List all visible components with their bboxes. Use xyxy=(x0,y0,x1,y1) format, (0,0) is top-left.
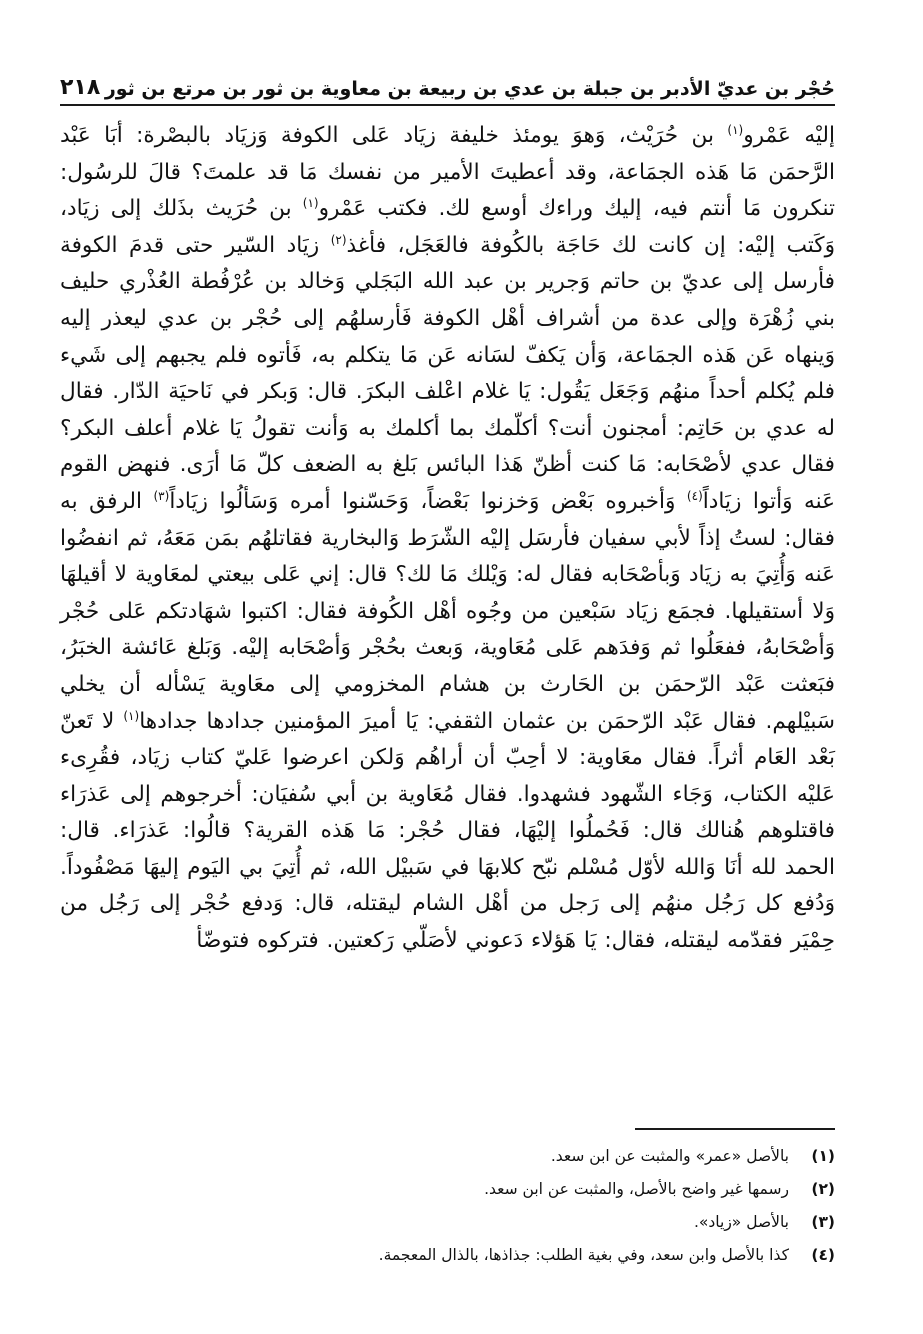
footnote-separator xyxy=(635,1128,835,1130)
text-segment: الرفق به فقال: لستُ إذاً لأبي سفيان فأرسَل إليْه الشّرَط وَالبخارية فقاتلهُم بمَن مَعَهُ، ثم انفضُوا عَنه وَأُتِيَ به زيَاد وَبأصْحَابه فقال له: وَيْلك مَا لك؟ قال: إني عَلى بيعتي لمعَاوية لا أقيلهَا وَلا أستقيلها. فجمَع زيَاد سَبْعين من وجُوه أهْل الكُوفة فقال: اكتبوا شهَادتكم عَلى حُجْر وَأصْحَابهُ، ففعَلُوا ثم وَفدَهم عَلى مُعَاوية، وَبعث بحُجْر وَأصْحَابه إليْه. وَبَلغ عَائشة الخبَرُ، فبَعثت عَبْد الرّحمَن بن الحَارث بن هشام المخزومي إلى معَاوية يَسْأله أن يخلي سَبيْلهم. فقال عَبْد الرّحمَن بن عثمان الثقفي: يَا أميرَ المؤمنين جدادها جدادها xyxy=(60,488,835,734)
footnote-ref: (١) xyxy=(123,708,140,723)
footnotes xyxy=(60,1140,835,1272)
footnote-number: (٤) xyxy=(811,1246,835,1264)
text-segment: بن حُرَيْث، وَهوَ يومئذ خليفة زيَاد عَلى الكوفة وَزيَاد بالبصْرة: أبَا عَبْد الرَّحمَن مَا هَذه الجمَاعة، وقد أعطيتَ الأمير من نفسك مَا قد علمتَ؟ قالَ للرسُول: تنكرون مَا أنتم فيه، إليك وراءك أوسع لك. فكتب عَمْرو xyxy=(60,123,836,222)
footnote-ref: (٣) xyxy=(153,488,170,503)
footnote xyxy=(60,1140,835,1173)
footnote-text: كذا بالأصل وابن سعد، وفي بغية الطلب: جذاذها، بالذال المعجمة. xyxy=(378,1246,789,1264)
footnote-ref: (٤) xyxy=(686,488,703,503)
footnote-number: (٣) xyxy=(811,1213,835,1231)
footnote-number: (١) xyxy=(811,1147,835,1165)
page-number: ٢١٨ xyxy=(60,75,101,100)
footnote-ref: (١) xyxy=(302,196,319,210)
footnote-text: بالأصل «عمر» والمثبت عن ابن سعد. xyxy=(550,1147,789,1165)
footnote xyxy=(60,1239,835,1272)
running-title: حُجْر بن عديّ الأدبر بن جبلة بن عدي بن ربيعة بن معاوية بن ثور بن مرتع بن ثور xyxy=(104,78,835,100)
footnote-ref: (٢) xyxy=(330,232,347,247)
footnote-ref: (١) xyxy=(727,122,744,137)
text-segment: إليْه عَمْرو xyxy=(743,123,835,148)
footnote-number: (٢) xyxy=(811,1180,835,1198)
footnote-text: رسمها غير واضح بالأصل، والمثبت عن ابن سعد. xyxy=(484,1180,789,1198)
footnote-text: بالأصل «زياد». xyxy=(693,1213,789,1231)
text-segment: لا تَعنّ بَعْد العَام أثراً. فقال معَاوية: لا أحِبّ أن أراهُم وَلكن اعرضوا عَليّ كتاب زيَاد، فقُرِىء عَليْه الكتاب، وَجَاء الشّهود فشهدوا. فقال مُعَاوية بن أبي سُفيَان: أخرجوهم إلى عَذرَاء فاقتلوهم هُنالك قال: فَحُملُوا إليْهَا، فقال حُجْر: مَا هَذه القرية؟ قالُوا: عَذرَاء. قال: الحمد لله أنَا وَالله لأوّل مُسْلم نبّح كلابهَا في سَبيْل الله، ثم أُتِيَ بي اليَوم إليهَا مَصْفُوداً. وَدُفع كل رَجُل منهُم إلى رَجل من أهْل الشام ليقتله، قال: وَدفع حُجْر إلى رَجُل من حِمْيَر فقدّمه ليقتله، فقال: يَا هَؤلاء دَعوني لأصَلّي رَكعتين. فتركوه فتوضّأ xyxy=(60,708,835,954)
text-segment: زيَاد السّير حتى قدمَ الكوفة فأرسل إلى عديّ بن حاتم وَجرير بن عبد الله البَجَلي وَخالد بن عُرْفُطة العُذْري حليف بني زُهْرَة وإلى عدة من أشراف أهْل الكوفة فَأرسلهُم إلى حُجْر بن عدي ليعذر إليه وَينهاه عَن هَذه الجمَاعة، وَأن يَكفّ لسَانه عَن مَا يتكلم به، فَأتوه فلم يجبهم إلى شَيء فلم يُكلم أحداً منهُم وَجَعَل يَقُول: يَا غلام اعْلف البكرَ. قال: وَبكر في نَاحيَة الدّار. فقال له عدي بن حَاتِم: أمجنون أنت؟ أكلّمك بما أكلمك به وَأنت تقولُ يَا غلام أعلف البكر؟ فقال عدي لأصْحَابه: مَا كنت أظنّ هَذا البائس بَلغ به الضعف كلّ مَا أرَى. فنهض القوم عَنه وَأتوا زيَاداً xyxy=(60,232,836,514)
text-segment: وَأخبروه بَعْض وَخزنوا بَعْضاً، وَحَسّنوا أمره وَسَألُوا زيَاداً xyxy=(169,488,687,514)
footnote xyxy=(60,1206,835,1239)
page-header xyxy=(60,62,835,106)
main-text xyxy=(60,118,835,960)
text-segment: بن حُرَيث بذَلك إلى زيَاد، وَكَتب إليْه: إن كانت لك حَاجَة بالكُوفة فالعَجَل، فأغذ xyxy=(60,196,836,258)
footnote xyxy=(60,1173,835,1206)
